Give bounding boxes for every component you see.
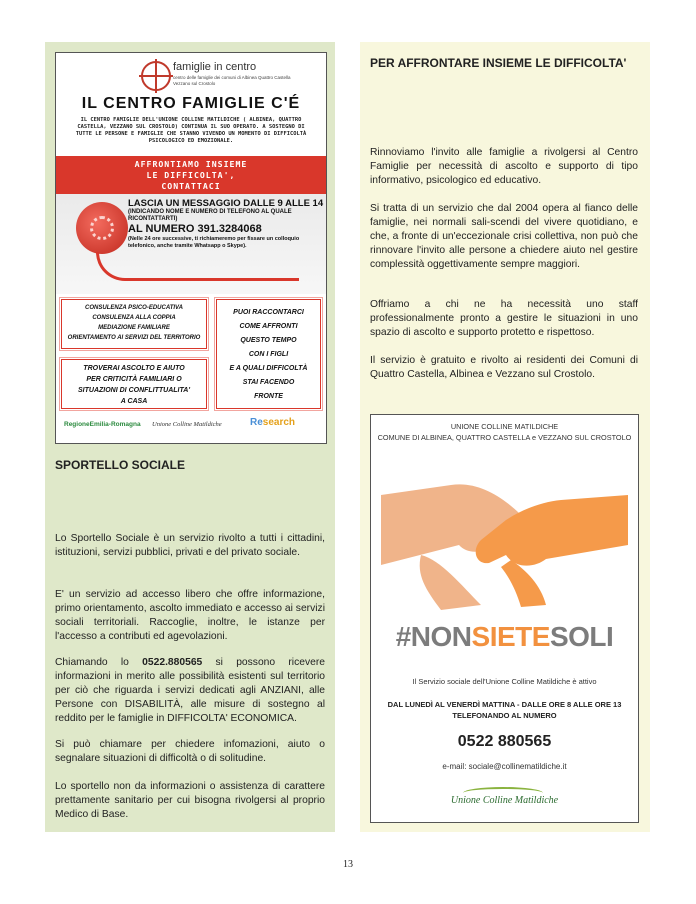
phone-cord bbox=[96, 252, 299, 281]
sportello-heading: SPORTELLO SOCIALE bbox=[55, 458, 186, 472]
left-column bbox=[45, 42, 335, 832]
page-number: 13 bbox=[343, 859, 353, 870]
support-line: SITUAZIONI DI CONFLITTUALITA' bbox=[78, 387, 190, 394]
talk-line: STAI FACENDO bbox=[242, 379, 295, 386]
banner-line: LE DIFFICOLTA', bbox=[146, 170, 236, 180]
service-phone: 0522 880565 bbox=[457, 733, 552, 750]
service-email: e-mail: sociale@collinematildiche.it bbox=[442, 762, 567, 771]
support-line: A CASA bbox=[120, 398, 148, 405]
support-line: PER CRITICITÀ FAMILIARI O bbox=[86, 376, 182, 383]
right-column bbox=[360, 42, 650, 832]
talk-line: FRONTE bbox=[254, 393, 283, 400]
banner-line: AFFRONTIAMO INSIEME bbox=[134, 159, 248, 169]
message-instructions bbox=[128, 199, 324, 249]
research-logo-a: Re bbox=[250, 417, 263, 428]
nonsietesoli-poster bbox=[370, 414, 639, 823]
hours-line: DAL LUNEDÌ AL VENERDÌ MATTINA - DALLE ORE 8 ALLE ORE 13 bbox=[387, 700, 622, 709]
hashtag-symbol: # bbox=[395, 621, 411, 652]
affrontare-heading: PER AFFRONTARE INSIEME LE DIFFICOLTA' bbox=[370, 56, 627, 70]
red-banner bbox=[56, 156, 326, 194]
unione-signature: Unione Colline Matildiche bbox=[450, 795, 559, 806]
sportello-phone: 0522.880565 bbox=[142, 657, 203, 668]
sportello-paragraph bbox=[55, 656, 325, 726]
regione-logo: RegioneEmilia-Romagna bbox=[64, 421, 141, 428]
famiglie-in-centro-logo bbox=[141, 61, 311, 95]
service-item: CONSULENZA ALLA COPPIA bbox=[92, 315, 176, 321]
unione-logo: Unione Colline Matildiche bbox=[152, 421, 222, 428]
sportello-paragraph: Lo Sportello Sociale è un servizio rivolto a tutti i cittadini, istituzioni, servizi pubblici, privati e del privato sociale. bbox=[55, 533, 325, 558]
talk-line: COME AFFRONTI bbox=[239, 323, 298, 330]
poster-org: UNIONE COLLINE MATILDICHE bbox=[450, 422, 559, 431]
talk-line: CON I FIGLI bbox=[248, 351, 289, 358]
research-logo bbox=[250, 417, 295, 428]
message-note: (INDICANDO NOME E NUMERO DI TELEFONO AL QUALE RICONTATTARTI) bbox=[128, 209, 292, 222]
message-callback-note: (Nelle 24 ore successive, ti richiameremo per fissare un colloquio telefonico, anche tramite Whatsapp o Skype). bbox=[128, 236, 300, 249]
talk-line: PUOI RACCONTARCI bbox=[233, 309, 304, 316]
logo-name: famiglie in centro bbox=[173, 61, 257, 73]
message-title: LASCIA UN MESSAGGIO DALLE 9 ALLE 14 bbox=[128, 198, 324, 209]
service-item: MEDIAZIONE FAMILIARE bbox=[98, 325, 170, 331]
hours-line: TELEFONANDO AL NUMERO bbox=[452, 711, 557, 720]
centro-paragraph: Il servizio è gratuito e rivolto ai residenti dei Comuni di Quattro Castella, Albinea e Vezzano sul Crostolo. bbox=[370, 355, 638, 380]
message-number: AL NUMERO 391.3284068 bbox=[128, 223, 262, 235]
para-text: Chiamando lo bbox=[55, 657, 143, 668]
hashtag-part: SIETE bbox=[471, 621, 550, 652]
telephone-icon bbox=[76, 202, 128, 254]
service-hours bbox=[371, 699, 638, 721]
talk-line: E A QUALI DIFFICOLTÀ bbox=[229, 365, 308, 372]
poster-comuni: COMUNE DI ALBINEA, QUATTRO CASTELLA e VEZZANO SUL CROSTOLO bbox=[377, 433, 632, 442]
support-box bbox=[61, 359, 207, 409]
sportello-paragraph: E' un servizio ad accesso libero che offre informazione, primo orientamento, ascolto immediato e accesso ai servizi sociali territoriali. Raccoglie, inoltre, le istanze per l'accesso a contributi ed agevolazioni. bbox=[55, 589, 325, 642]
centro-famiglie-flyer bbox=[55, 52, 327, 444]
partner-logos bbox=[64, 417, 320, 435]
banner-line: CONTATTACI bbox=[161, 181, 221, 191]
hashtag-part: SOLI bbox=[549, 621, 614, 652]
centro-paragraph: Si tratta di un servizio che dal 2004 opera al fianco delle famiglie, nei normali sali-scendi del vivere quotidiano, e che, a fronte di un'eccezionale crisi collettiva, non può che rinnovare l'invito alle persone a chiedere aiuto nel gestire complessità oggettivamente sempre maggiori. bbox=[370, 203, 638, 270]
hashtag-part: NON bbox=[410, 621, 472, 652]
holding-hands-icon bbox=[381, 455, 628, 615]
service-item: CONSULENZA PSICO-EDUCATIVA bbox=[85, 305, 183, 311]
service-item: ORIENTAMENTO AI SERVIZI DEL TERRITORIO bbox=[67, 335, 201, 341]
services-box bbox=[61, 299, 207, 349]
centro-paragraph: Offriamo a chi ne ha necessità uno staff professionalmente pronto a gestire le situazioni in uno spazio di ascolto e supporto protetto e rispettoso. bbox=[370, 299, 638, 338]
flyer-intro: IL CENTRO FAMIGLIE DELL'UNIONE COLLINE MATILDICHE ( ALBINEA, QUATTRO CASTELLA, VEZZANO SUL CROSTOLO) CONTINUA IL SUO OPERATO. A SOSTEGNO DI TUTTE LE PERSONE E FAMIGLIE CHE STANNO VIVENDO UN MOMENTO DI DIFFICOLTÀ PSICOLOGICO ED EMOZIONALE. bbox=[75, 117, 307, 144]
logo-subtitle: centro delle famiglie dei comuni di Albinea Quattro Castella Vezzano sul Crostolo bbox=[173, 75, 291, 86]
talk-line: QUESTO TEMPO bbox=[240, 337, 297, 344]
para-text: si possono ricevere informazioni in merito alle possibilità esistenti sul territorio per ciò che riguarda i servizi dedicati agli ANZIANI, alle Persone con DISABILITÀ, alle misure di sostegno al reddito per le famiglie in DIFFICOLTA' ECONOMICA. bbox=[55, 657, 325, 724]
research-logo-b: search bbox=[262, 417, 296, 428]
nonsietesoli-hashtag bbox=[371, 621, 638, 653]
cross-circle-icon bbox=[141, 61, 171, 91]
sportello-paragraph: Lo sportello non da informazioni o assistenza di carattere prettamente sanitario per cui bisogna rivolgersi al proprio Medico di Base. bbox=[55, 781, 325, 820]
talk-box bbox=[216, 299, 321, 409]
support-line: TROVERAI ASCOLTO E AIUTO bbox=[83, 365, 185, 372]
service-active-text: Il Servizio sociale dell'Unione Colline Matildiche è attivo bbox=[412, 677, 597, 686]
sportello-paragraph: Si può chiamare per chiedere infomazioni, aiuto o segnalare situazioni di difficoltà o di solitudine. bbox=[55, 739, 325, 764]
centro-paragraph: Rinnoviamo l'invito alle famiglie a rivolgersi al Centro Famiglie per necessità di ascolto e supporto di tipo informativo, psicologico ed educativo. bbox=[370, 147, 638, 186]
poster-header bbox=[371, 421, 638, 443]
flyer-title: IL CENTRO FAMIGLIE C'É bbox=[81, 95, 301, 112]
